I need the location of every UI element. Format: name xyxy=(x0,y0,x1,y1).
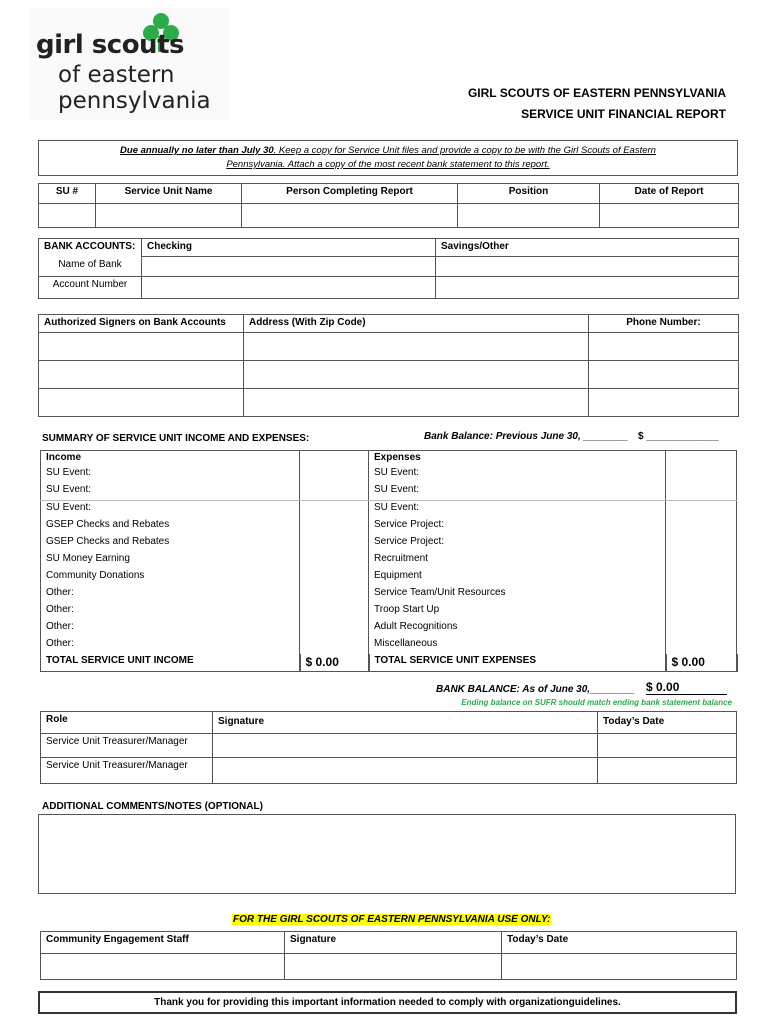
signer-address-field[interactable] xyxy=(244,389,589,417)
service-unit-name-header: Service Unit Name xyxy=(96,184,242,204)
income-item: SU Event: xyxy=(41,483,300,501)
todays-date-header: Today’s Date xyxy=(598,712,737,734)
expenses-header: Expenses xyxy=(369,451,666,466)
expense-amount-cell[interactable] xyxy=(666,552,737,569)
income-amount-cell[interactable] xyxy=(300,586,369,603)
date-field[interactable] xyxy=(598,758,737,784)
total-income-value: $ 0.00 xyxy=(300,654,369,672)
bank-balance-value: $ 0.00 xyxy=(646,680,680,694)
report-title-line2: SERVICE UNIT FINANCIAL REPORT xyxy=(521,107,726,121)
bank-balance-underline xyxy=(646,694,727,695)
account-number-label: Account Number xyxy=(39,277,142,299)
expense-amount-cell[interactable] xyxy=(666,569,737,586)
position-header: Position xyxy=(458,184,600,204)
signer-name-field[interactable] xyxy=(39,361,244,389)
signer-name-field[interactable] xyxy=(39,389,244,417)
bank-accounts-table xyxy=(38,238,739,299)
signer-phone-field[interactable] xyxy=(589,333,739,361)
income-amount-cell[interactable] xyxy=(300,569,369,586)
expense-amount-cell[interactable] xyxy=(666,603,737,620)
savings-header: Savings/Other xyxy=(436,239,739,257)
report-title-line1: GIRL SCOUTS OF EASTERN PENNSYLVANIA xyxy=(467,86,726,100)
office-signature-field[interactable] xyxy=(285,954,502,980)
income-amount-cell[interactable] xyxy=(300,483,369,501)
income-amount-cell[interactable] xyxy=(300,518,369,535)
savings-bank-name-field[interactable] xyxy=(436,257,739,277)
comments-title: ADDITIONAL COMMENTS/NOTES (OPTIONAL) xyxy=(42,801,263,812)
logo xyxy=(30,8,230,120)
signer-address-field[interactable] xyxy=(244,361,589,389)
income-item: Other: xyxy=(41,637,300,654)
expense-item: SU Event: xyxy=(369,501,666,518)
footer-text: Thank you for providing this important information needed to comply with organizationguidelines. xyxy=(154,997,621,1008)
roles-table xyxy=(40,711,737,784)
address-header: Address (With Zip Code) xyxy=(244,315,589,333)
su-number-field[interactable] xyxy=(39,204,96,228)
income-amount-cell[interactable] xyxy=(300,501,369,518)
logo-line1: girl scouts xyxy=(36,30,184,60)
signers-table xyxy=(38,314,739,417)
previous-balance-amount: $ _____________ xyxy=(638,431,719,442)
expense-amount-cell[interactable] xyxy=(666,483,737,501)
expense-amount-cell[interactable] xyxy=(666,451,737,466)
office-use-title: FOR THE GIRL SCOUTS OF EASTERN PENNSYLVANIA USE ONLY: xyxy=(233,914,551,925)
notice-text2: Pennsylvania. Attach a copy of the most recent bank statement to this report. xyxy=(226,159,550,170)
expense-amount-cell[interactable] xyxy=(666,637,737,654)
position-field[interactable] xyxy=(458,204,600,228)
logo-line3: pennsylvania xyxy=(58,88,211,114)
expense-amount-cell[interactable] xyxy=(666,586,737,603)
staff-field[interactable] xyxy=(41,954,285,980)
expense-amount-cell[interactable] xyxy=(666,620,737,637)
bank-balance-label: BANK BALANCE: As of June 30,________ xyxy=(436,684,635,695)
expense-item: Miscellaneous xyxy=(369,637,666,654)
previous-balance-label: Bank Balance: Previous June 30, ________ xyxy=(424,431,629,442)
income-expenses-table xyxy=(40,450,738,672)
office-use-table xyxy=(40,931,737,980)
income-item: Other: xyxy=(41,603,300,620)
authorized-signers-header: Authorized Signers on Bank Accounts xyxy=(39,315,244,333)
name-of-bank-label: Name of Bank xyxy=(39,257,142,277)
role-header: Role xyxy=(41,712,213,734)
office-date-field[interactable] xyxy=(502,954,737,980)
income-amount-cell[interactable] xyxy=(300,535,369,552)
signer-phone-field[interactable] xyxy=(589,361,739,389)
summary-title: SUMMARY OF SERVICE UNIT INCOME AND EXPENSES: xyxy=(42,433,310,444)
total-expenses-label: TOTAL SERVICE UNIT EXPENSES xyxy=(369,654,666,672)
income-item: SU Event: xyxy=(41,466,300,483)
income-amount-cell[interactable] xyxy=(300,552,369,569)
signature-field[interactable] xyxy=(213,758,598,784)
person-completing-field[interactable] xyxy=(242,204,458,228)
income-item: SU Money Earning xyxy=(41,552,300,569)
expense-amount-cell[interactable] xyxy=(666,466,737,483)
expense-item: Troop Start Up xyxy=(369,603,666,620)
service-unit-name-field[interactable] xyxy=(96,204,242,228)
expense-item: Adult Recognitions xyxy=(369,620,666,637)
expense-amount-cell[interactable] xyxy=(666,518,737,535)
date-of-report-header: Date of Report xyxy=(600,184,739,204)
savings-account-number-field[interactable] xyxy=(436,277,739,299)
total-expenses-value: $ 0.00 xyxy=(666,654,737,672)
income-item: Other: xyxy=(41,620,300,637)
income-item: SU Event: xyxy=(41,501,300,518)
income-amount-cell[interactable] xyxy=(300,637,369,654)
office-date-header: Today’s Date xyxy=(502,932,737,954)
income-item: GSEP Checks and Rebates xyxy=(41,518,300,535)
expense-item: SU Event: xyxy=(369,483,666,501)
logo-line2: of eastern xyxy=(58,62,175,88)
signer-name-field[interactable] xyxy=(39,333,244,361)
date-of-report-field[interactable] xyxy=(600,204,739,228)
income-item: Community Donations xyxy=(41,569,300,586)
notice-deadline: Due annually no later than July 30 xyxy=(120,145,274,156)
footer-box xyxy=(38,991,737,1014)
expense-item: Service Project: xyxy=(369,518,666,535)
checking-header: Checking xyxy=(142,239,436,257)
income-header: Income xyxy=(41,451,300,466)
total-income-label: TOTAL SERVICE UNIT INCOME xyxy=(41,654,300,672)
income-item: Other: xyxy=(41,586,300,603)
expense-amount-cell[interactable] xyxy=(666,535,737,552)
income-amount-cell[interactable] xyxy=(300,466,369,483)
signature-field[interactable] xyxy=(213,734,598,758)
community-engagement-staff-header: Community Engagement Staff xyxy=(41,932,285,954)
comments-textarea[interactable] xyxy=(38,814,736,894)
person-completing-header: Person Completing Report xyxy=(242,184,458,204)
ending-balance-note: Ending balance on SUFR should match ending bank statement balance xyxy=(461,698,732,707)
expense-item: SU Event: xyxy=(369,466,666,483)
expense-item: Service Project: xyxy=(369,535,666,552)
expense-item: Service Team/Unit Resources xyxy=(369,586,666,603)
bank-accounts-label: BANK ACCOUNTS: xyxy=(39,239,142,257)
notice-box xyxy=(38,140,738,176)
signature-header: Signature xyxy=(213,712,598,734)
checking-account-number-field[interactable] xyxy=(142,277,436,299)
income-amount-cell[interactable] xyxy=(300,620,369,637)
expense-amount-cell[interactable] xyxy=(666,501,737,518)
date-field[interactable] xyxy=(598,734,737,758)
signer-address-field[interactable] xyxy=(244,333,589,361)
income-item: GSEP Checks and Rebates xyxy=(41,535,300,552)
role-treasurer-row: Service Unit Treasurer/Manager xyxy=(41,734,213,758)
income-amount-cell[interactable] xyxy=(300,603,369,620)
expense-item: Recruitment xyxy=(369,552,666,569)
income-amount-cell[interactable] xyxy=(300,451,369,466)
su-number-header: SU # xyxy=(39,184,96,204)
signer-phone-field[interactable] xyxy=(589,389,739,417)
phone-number-header: Phone Number: xyxy=(589,315,739,333)
office-signature-header: Signature xyxy=(285,932,502,954)
expense-item: Equipment xyxy=(369,569,666,586)
su-table xyxy=(38,183,739,228)
checking-bank-name-field[interactable] xyxy=(142,257,436,277)
notice-text1: . Keep a copy for Service Unit files and provide a copy to be with the Girl Scouts of Eastern xyxy=(273,145,656,156)
role-treasurer-row: Service Unit Treasurer/Manager xyxy=(41,758,213,784)
